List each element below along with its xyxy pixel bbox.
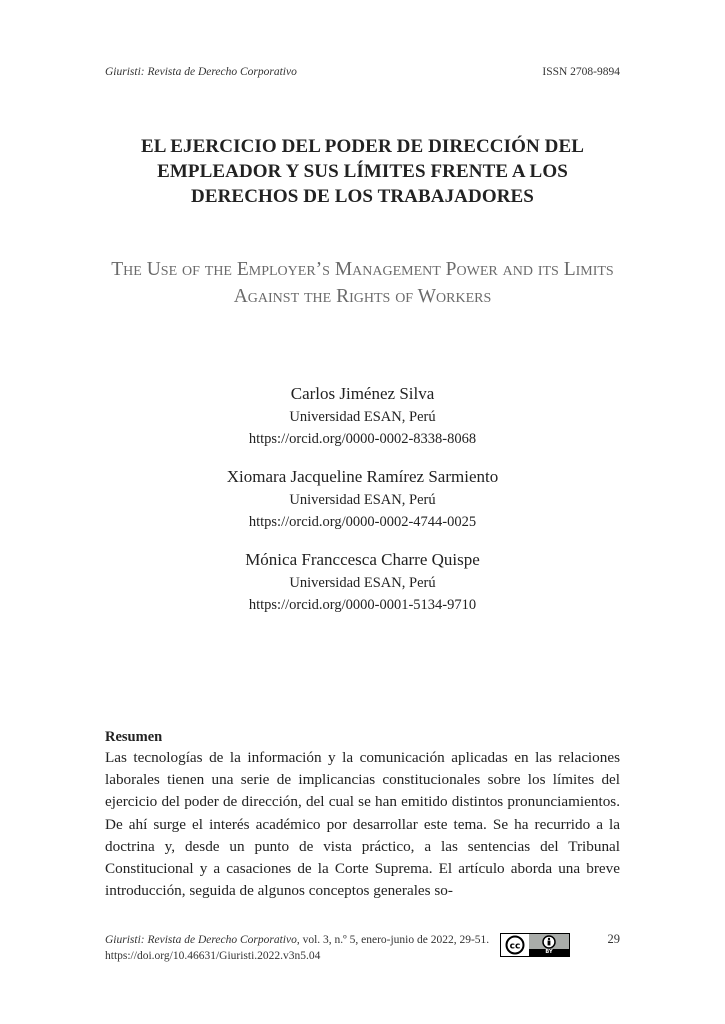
running-head-journal: Giuristi: Revista de Derecho Corporativo (105, 66, 297, 78)
license-label: BY (529, 949, 569, 956)
footer-doi-link[interactable]: https://doi.org/10.46631/Giuristi.2022.v3n5.04 (105, 950, 321, 962)
cc-icon (501, 934, 529, 956)
footer-citation (105, 932, 489, 964)
author-affiliation: Universidad ESAN, Perú (289, 409, 436, 425)
issn: ISSN 2708-9894 (542, 66, 620, 78)
page-number: 29 (607, 932, 620, 946)
title-english: The Use of the Employer’s Management Power and its Limits Against the Rights of Workers (111, 259, 614, 307)
abstract-heading: Resumen (105, 729, 163, 745)
author-block (105, 382, 620, 450)
author-orcid-link[interactable]: https://orcid.org/0000-0001-5134-9710 (248, 597, 477, 613)
author-affiliation: Universidad ESAN, Perú (289, 492, 436, 508)
author-orcid-link[interactable]: https://orcid.org/0000-0002-8338-8068 (248, 431, 477, 447)
author-list (105, 382, 620, 631)
author-name: Carlos Jiménez Silva (290, 384, 435, 403)
author-block (105, 465, 620, 533)
author-block (105, 548, 620, 616)
svg-text:cc: cc (509, 941, 521, 952)
abstract-section (105, 727, 620, 902)
abstract-body: Las tecnologías de la información y la comunicación aplicadas en las relaciones laborales tienen una serie de implicancias constitucionales sobre los límites del ejercicio del poder de dirección, del cual se han emitido distintos pronunciamientos. De ahí surge el interés académico por desarrollar este tema. Se ha recurrido a la doctrina y, desde un punto de vista práctico, a las sentencias del Tribunal Constitucional y a casaciones de la Corte Suprema. El artículo aborda una breve introducción, seguida de algunos conceptos generales so- (105, 749, 620, 900)
author-name: Xiomara Jacqueline Ramírez Sarmiento (226, 467, 499, 486)
by-attribution-icon (529, 934, 569, 956)
author-name: Mónica Franccesca Charre Quispe (245, 550, 480, 569)
title-spanish: EL EJERCICIO DEL PODER DE DIRECCIÓN DEL EMPLEADOR Y SUS LÍMITES FRENTE A LOS DERECHOS DE LOS TRABAJADORES (140, 136, 585, 207)
author-orcid-link[interactable]: https://orcid.org/0000-0002-4744-0025 (248, 514, 477, 530)
footer-citation-details: , vol. 3, n.º 5, enero-junio de 2022, 29-51. (296, 934, 490, 946)
cc-by-icon[interactable] (500, 933, 570, 957)
author-affiliation: Universidad ESAN, Perú (289, 575, 436, 591)
footer-journal: Giuristi: Revista de Derecho Corporativo (105, 934, 297, 946)
